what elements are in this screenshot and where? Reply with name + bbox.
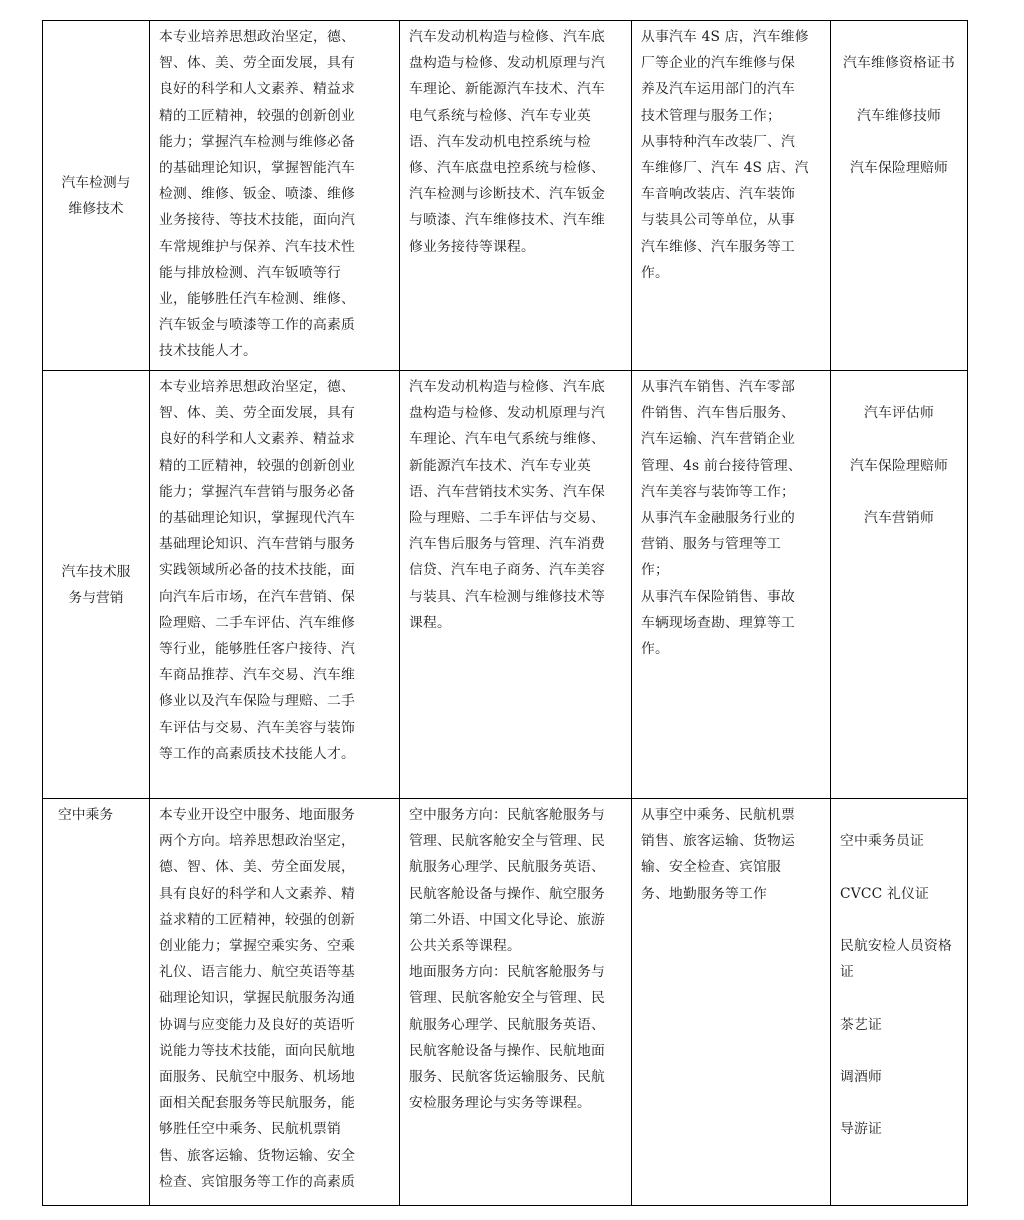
- table-row: [43, 371, 967, 799]
- certificates-cell: [831, 371, 967, 798]
- certificates-list: [831, 799, 967, 1169]
- career-direction-cell: [632, 371, 831, 798]
- certificate-item: 汽车评估师: [864, 405, 934, 422]
- training-goal-text: 本专业培养思想政治坚定，德、 智、体、美、劳全面发展，具有 良好的科学和人文素养、精益求 精的工匠精神，较强的创新创业 能力；掌握汽车营销与服务必备 的基础理论知识，掌握现代汽车 基础理论知识、汽车营销与服务 实践领域所必备的技术技能，面 向汽车后市场，在汽车营销、保 险理赔、二手车评估、汽车维修 等行业，能够胜任客户接待、汽 车商品推荐、汽车交易、汽车维 修业以及汽车保险与理赔、二手 车评估与交易、汽车美容与装饰 等工作的高素质技术技能人才。: [159, 379, 355, 762]
- training-goal-text: 本专业开设空中服务、地面服务 两个方向。培养思想政治坚定， 德、智、体、美、劳全面发展， 具有良好的科学和人文素养、精 益求精的工匠精神，较强的创新 创业能力；掌握空乘实务、空乘 礼仪、语言能力、航空英语等基 础理论知识，掌握民航服务沟通 协调与应变能力及良好的英语听 说能力等技术技能，面向民航地 面服务、民航空中服务、机场地 面相关配套服务等民航服务，能 够胜任空中乘务、民航机票销 售、旅客运输、货物运输、安全 检查、宾馆服务等工作的高素质: [159, 807, 355, 1190]
- career-direction-text: 从事汽车 4S 店，汽车维修 厂等企业的汽车维修与保 养及汽车运用部门的汽车 技术管理与服务工作； 从事特种汽车改装厂、汽 车维修厂、汽车 4S 店、汽 车音响改装店、汽车装饰 与装具公司等单位，从事 汽车维修、汽车服务等工 作。: [641, 29, 809, 281]
- training-goal-text: 本专业培养思想政治坚定，德、 智、体、美、劳全面发展，具有 良好的科学和人文素养、精益求 精的工匠精神，较强的创新创业 能力；掌握汽车检测与维修必备 的基础理论知识，掌握智能汽车 检测、维修、钣金、喷漆、维修 业务接待、等技术技能，面向汽 车常规维护与保养、汽车技术性 能与排放检测、汽车钣喷等行 业，能够胜任汽车检测、维修、 汽车钣金与喷漆等工作的高素质 技术技能人才。: [159, 29, 355, 360]
- certificates-list: [831, 21, 967, 207]
- certificates-cell: [831, 799, 967, 1205]
- career-direction-cell: [632, 799, 831, 1205]
- major-name-cell: [43, 371, 150, 798]
- certificate-item: 民航安检人员资格 证: [840, 938, 952, 981]
- certificate-item: 茶艺证: [840, 1016, 882, 1033]
- career-direction-text: 从事空中乘务、民航机票 销售、旅客运输、货物运 输、安全检查、宾馆服 务、地勤服务等工作: [641, 807, 795, 902]
- majors-table: [42, 20, 968, 1206]
- table-row: [43, 21, 967, 371]
- certificate-item: 空中乘务员证: [840, 833, 924, 850]
- certificate-item: 调酒师: [840, 1069, 882, 1086]
- core-courses-cell: [400, 21, 632, 370]
- certificate-item: 汽车维修技师: [857, 107, 941, 124]
- core-courses-text: 空中服务方向：民航客舱服务与 管理、民航客舱安全与管理、民 航服务心理学、民航服务英语、 民航客舱设备与操作、航空服务 第二外语、中国文化导论、旅游 公共关系等课程。 地面服务方向：民航客舱服务与 管理、民航客舱安全与管理、民 航服务心理学、民航服务英语、 民航客舱设备与操作、民航地面 服务、民航客货运输服务、民航 安检服务理论与实务等课程。: [409, 807, 605, 1112]
- major-name-cell: [43, 21, 150, 370]
- core-courses-text: 汽车发动机构造与检修、汽车底 盘构造与检修、发动机原理与汽 车理论、汽车电气系统与维修、 新能源汽车技术、汽车专业英 语、汽车营销技术实务、汽车保 险与理赔、二手车评估与交易、 汽车售后服务与管理、汽车消费 信贷、汽车电子商务、汽车美容 与装具、汽车检测与维修技术等 课程。: [409, 379, 605, 631]
- core-courses-text: 汽车发动机构造与检修、汽车底 盘构造与检修、发动机原理与汽 车理论、新能源汽车技术、汽车 电气系统与检修、汽车专业英 语、汽车发动机电控系统与检 修、汽车底盘电控系统与检修、 汽车检测与诊断技术、汽车钣金 与喷漆、汽车维修技术、汽车维 修业务接待等课程。: [409, 29, 605, 255]
- certificates-list: [831, 371, 967, 557]
- certificate-item: 汽车营销师: [864, 510, 934, 527]
- major-name: 汽车检测与 维修技术: [61, 174, 131, 217]
- major-name: 汽车技术服 务与营销: [61, 563, 131, 606]
- career-direction-text: 从事汽车销售、汽车零部 件销售、汽车售后服务、 汽车运输、汽车营销企业 管理、4s 前台接待管理、 汽车美容与装饰等工作； 从事汽车金融服务行业的 营销、服务与管理等工 作； 从事汽车保险销售、事故 车辆现场查勘、理算等工 作。: [641, 379, 802, 658]
- major-name-cell: [43, 799, 150, 1205]
- major-name: 空中乘务: [58, 807, 114, 823]
- career-direction-cell: [632, 21, 831, 370]
- training-goal-cell: [150, 371, 400, 798]
- core-courses-cell: [400, 371, 632, 798]
- certificate-item: 汽车保险理赔师: [850, 457, 948, 474]
- table-row: [43, 799, 967, 1205]
- training-goal-cell: [150, 799, 400, 1205]
- certificates-cell: [831, 21, 967, 370]
- certificate-item: 汽车维修资格证书: [843, 55, 955, 72]
- certificate-item: CVCC 礼仪证: [840, 885, 930, 902]
- certificate-item: 汽车保险理赔师: [850, 160, 948, 177]
- certificate-item: 导游证: [840, 1121, 882, 1138]
- core-courses-cell: [400, 799, 632, 1205]
- training-goal-cell: [150, 21, 400, 370]
